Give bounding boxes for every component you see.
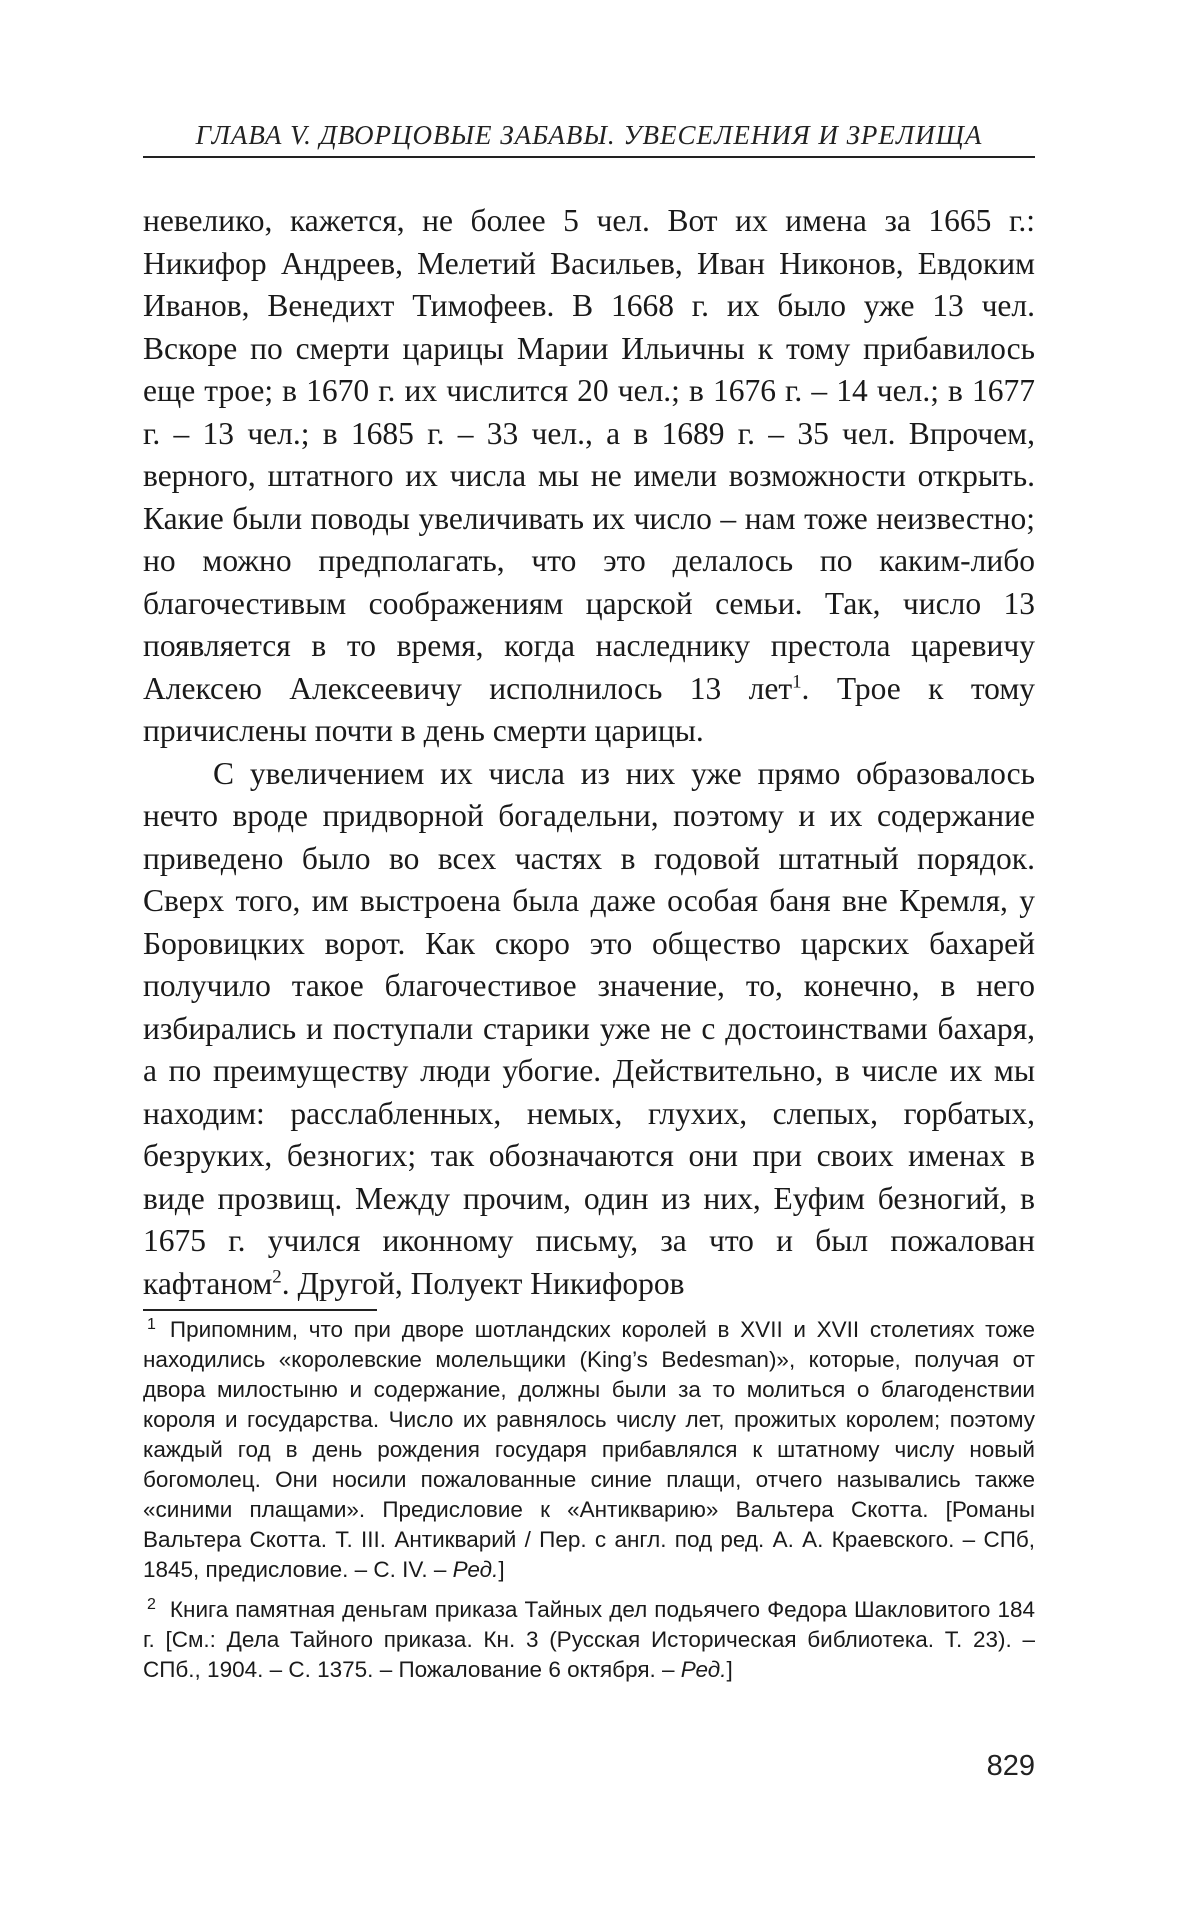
footnote-2-number: 2 [147, 1595, 156, 1613]
paragraph-1-text-a: невелико, кажется, не более 5 чел. Вот их имена за 1665 г.: Никифор Андреев, Мелетий Васильев, Иван Никонов, Евдоким Иванов, Венедихт Тимофеев. В 1668 г. их было уже 13 чел. Вскоре по смерти царицы Марии Ильичны к тому прибавилось еще трое; в 1670 г. их числится 20 чел.; в 1676 г. – 14 чел.; в 1677 г. – 13 чел.; в 1685 г. – 33 чел., а в 1689 г. – 35 чел. Впрочем, верного, штатного их числа мы не имели возможности открыть. Какие были поводы увеличивать их число – нам тоже неизвестно; но можно предполагать, что это делалось по каким-либо благочестивым соображениям царской семьи. Так, число 13 появляется в то время, когда наследнику престола царевичу Алексею Алексеевичу исполнилось 13 лет [143, 203, 1035, 706]
footnote-1-number: 1 [147, 1315, 156, 1333]
footnote-ref-2: 2 [272, 1266, 282, 1287]
paragraph-2-text-a: С увеличением их числа из них уже прямо образовалось нечто вроде придворной богадельни, поэтому и их содержание приведено было во всех частях в годовой штатный порядок. Сверх того, им выстроена была даже особая баня вне Кремля, у Боровицких ворот. Как скоро это общество царских бахарей получило такое благочестивое значение, то, конечно, в него избирались и поступали старики уже не с достоинствами бахаря, а по преимуществу люди убогие. Действительно, в числе их мы находим: расслабленных, немых, глухих, слепых, горбатых, безруких, безногих; так обозначаются они при своих именах в виде прозвищ. Между прочим, один из них, Еуфим безногий, в 1675 г. учился иконному письму, за что и был пожалован кафтаном [143, 755, 1035, 1301]
paragraph-1 [143, 200, 1035, 753]
footnotes [143, 1315, 1035, 1695]
main-text [143, 200, 1035, 1305]
footnote-1-end: ] [498, 1557, 505, 1582]
footnote-2-end: ] [726, 1657, 733, 1682]
page-number: 829 [986, 1750, 1035, 1782]
footnote-2-text: Книга памятная деньгам приказа Тайных дел подьячего Федора Шакловитого 184 г. [См.: Дела Тайного приказа. Кн. 3 (Русская Историческая библиотека. Т. 23). – СПб., 1904. – С. 1375. – Пожалование 6 октября. – [143, 1597, 1035, 1682]
running-header: ГЛАВА V. ДВОРЦОВЫЕ ЗАБАВЫ. УВЕСЕЛЕНИЯ И ЗРЕЛИЩА [195, 120, 983, 150]
footnote-rule [143, 1309, 377, 1311]
footnote-2-editor-mark: Ред. [680, 1657, 727, 1682]
footnote-ref-1: 1 [792, 671, 802, 692]
header-rule [143, 156, 1035, 158]
footnote-2 [143, 1595, 1035, 1685]
footnote-1-editor-mark: Ред. [452, 1557, 499, 1582]
footnote-1-text: Припомним, что при дворе шотландских королей в XVII и XVII столетиях тоже находились «королевские молельщики (King’s Bedesman)», которые, получая от двора милостыню и содержание, должны были за то молиться о благоденствии короля и государства. Число их равнялось числу лет, прожитых королем; поэтому каждый год в день рождения государя прибавлялся к штатному числу новый богомолец. Они носили пожалованные синие плащи, отчего назывались также «синими плащами». Предисловие к «Антикварию» Вальтера Скотта. [Романы Вальтера Скотта. Т. III. Антикварий / Пер. с англ. под ред. А. А. Краевского. – СПб, 1845, предисловие. – С. IV. – [143, 1317, 1035, 1582]
paragraph-2-text-b: . Другой, Полуект Никифоров [281, 1265, 685, 1301]
footnote-1 [143, 1315, 1035, 1585]
paragraph-1-text-b: . Трое к тому причислены почти в день смерти царицы. [143, 670, 1036, 748]
paragraph-2 [143, 753, 1035, 1306]
